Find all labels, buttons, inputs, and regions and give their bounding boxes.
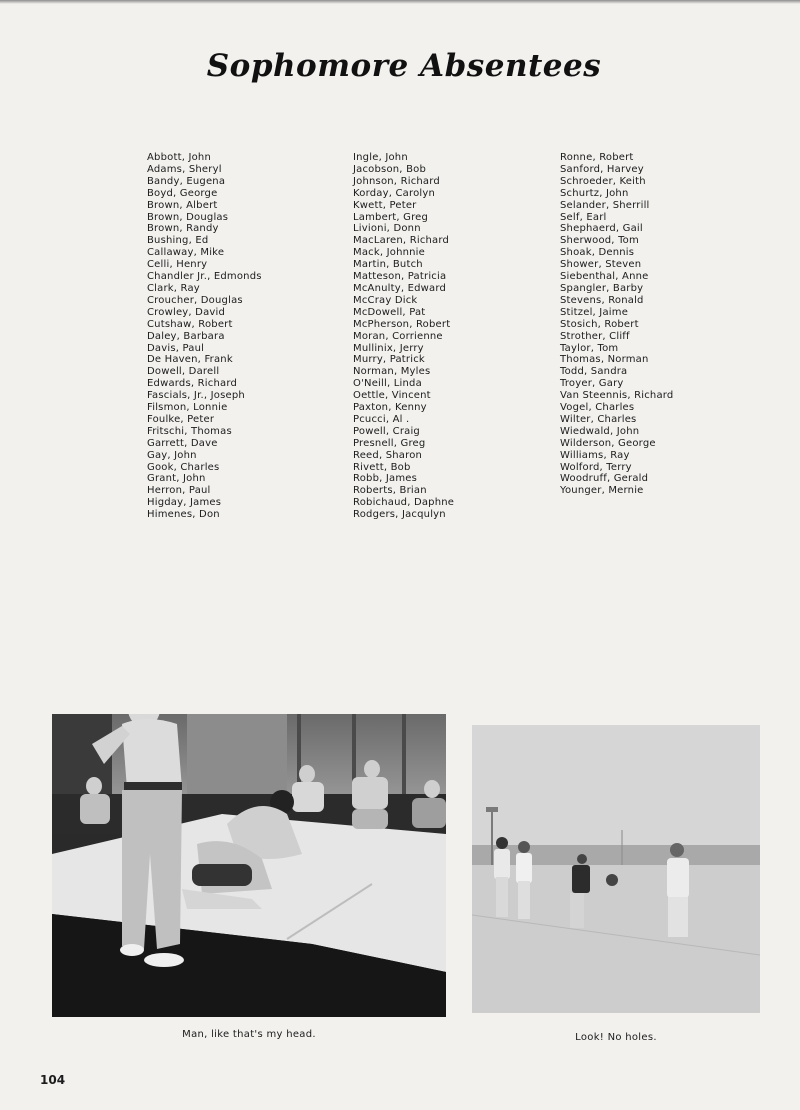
absentee-name: Jacobson, Bob (353, 163, 426, 175)
absentee-name: Dowell, Darell (147, 366, 220, 378)
absentee-name: Murry, Patrick (353, 354, 425, 366)
absentee-name: Grant, John (147, 473, 206, 485)
absentee-name: Abbott, John (147, 152, 211, 163)
page-edge (0, 0, 800, 4)
absentee-name: Higday, James (147, 497, 222, 509)
absentee-name: Brown, Douglas (147, 211, 229, 223)
absentee-name: Woodruff, Gerald (560, 473, 649, 485)
absentee-name: Matteson, Patricia (353, 271, 447, 283)
absentee-name: Vogel, Charles (560, 402, 635, 414)
absentee-name: Wilter, Charles (560, 413, 637, 425)
page-number: 104 (40, 1073, 66, 1087)
absentee-name: Bushing, Ed (147, 235, 209, 247)
absentee-name: Troyer, Gary (560, 378, 624, 390)
page-title: Sophomore Absentees (206, 48, 602, 84)
absentee-name: Adams, Sheryl (147, 163, 222, 175)
absentee-name: Ingle, John (353, 152, 408, 163)
absentee-name: Bandy, Eugena (147, 175, 226, 187)
absentee-name: Fascials, Jr., Joseph (147, 390, 245, 402)
absentee-name: Wilderson, George (560, 437, 656, 449)
absentee-name: Brown, Randy (147, 223, 219, 235)
absentee-name: Callaway, Mike (147, 247, 225, 259)
absentee-name: Stevens, Ronald (560, 294, 644, 306)
absentee-name: Livioni, Donn (353, 223, 421, 235)
absentee-name: Shoak, Dennis (560, 247, 635, 259)
absentee-name: McCray Dick (353, 294, 418, 306)
absentee-name: Crowley, David (147, 306, 226, 318)
absentee-name: Fritschi, Thomas (147, 425, 232, 437)
absentee-name: Reed, Sharon (353, 449, 423, 461)
absentee-name: Pcucci, Al . (353, 413, 410, 425)
absentee-name: Robb, James (353, 473, 418, 485)
absentee-name: Daley, Barbara (147, 330, 225, 342)
absentee-name: Norman, Myles (353, 366, 431, 378)
absentee-name: O'Neill, Linda (353, 378, 422, 390)
absentee-name: De Haven, Frank (147, 354, 233, 366)
absentee-name: Sherwood, Tom (560, 235, 639, 247)
ball-game-photo-caption: Look! No holes. (575, 1032, 657, 1043)
absentee-name: Himenes, Don (147, 509, 220, 521)
names-column-1 (147, 152, 262, 521)
absentee-name: Todd, Sandra (560, 366, 628, 378)
absentee-name: Rivett, Bob (353, 461, 411, 473)
wrestling-photo (52, 714, 446, 1017)
names-column-3 (560, 152, 673, 497)
absentee-name: Thomas, Norman (560, 354, 649, 366)
absentee-name: Cutshaw, Robert (147, 318, 233, 330)
absentee-name: Roberts, Brian (353, 485, 427, 497)
absentee-name: MacLaren, Richard (353, 235, 450, 247)
ball-game-photo (472, 725, 760, 1013)
absentee-name: Chandler Jr., Edmonds (147, 271, 262, 283)
absentee-name: Gay, John (147, 449, 197, 461)
absentee-name: McPherson, Robert (353, 318, 451, 330)
absentee-name: Powell, Craig (353, 425, 420, 437)
absentee-name: Clark, Ray (147, 282, 200, 294)
absentee-name: Schroeder, Keith (560, 175, 646, 187)
absentee-name: Garrett, Dave (147, 437, 218, 449)
absentee-name: Moran, Corrienne (353, 330, 443, 342)
absentee-name: Croucher, Douglas (147, 294, 243, 306)
absentee-name: Paxton, Kenny (353, 402, 427, 414)
absentee-name: Filsmon, Lonnie (147, 402, 228, 414)
absentee-name: Younger, Mernie (560, 485, 644, 497)
absentee-name: Strother, Cliff (560, 330, 630, 342)
absentee-name: Foulke, Peter (147, 413, 215, 425)
absentee-name: Johnson, Richard (353, 175, 440, 187)
absentee-name: Korday, Carolyn (353, 187, 436, 199)
names-column-2 (353, 152, 454, 521)
absentee-name: Lambert, Greg (353, 211, 429, 223)
absentee-name: Wolford, Terry (560, 461, 632, 473)
absentee-name: Taylor, Tom (560, 342, 619, 354)
absentee-name: Edwards, Richard (147, 378, 237, 390)
absentee-name: Shephaerd, Gail (560, 223, 643, 235)
absentee-name: Oettle, Vincent (353, 390, 431, 402)
absentee-name: Schurtz, John (560, 187, 629, 199)
absentee-name: Brown, Albert (147, 199, 218, 211)
absentee-name: Mullinix, Jerry (353, 342, 424, 354)
absentee-name: McDowell, Pat (353, 306, 426, 318)
absentee-name: Self, Earl (560, 211, 607, 223)
absentee-name: Kwett, Peter (353, 199, 417, 211)
absentee-name: Davis, Paul (147, 342, 205, 354)
absentee-name: Ronne, Robert (560, 152, 634, 163)
ball-game-photo-image (472, 725, 760, 1013)
absentee-name: Spangler, Barby (560, 282, 644, 294)
absentee-name: Herron, Paul (147, 485, 211, 497)
absentee-name: Wiedwald, John (560, 425, 640, 437)
absentee-name: Williams, Ray (560, 449, 630, 461)
absentee-name: Shower, Steven (560, 259, 642, 271)
absentee-name: Stitzel, Jaime (560, 306, 629, 318)
absentee-name: Rodgers, Jacqulyn (353, 509, 446, 521)
absentee-name: Presnell, Greg (353, 437, 426, 449)
absentee-name: Martin, Butch (353, 259, 423, 271)
absentee-name: Van Steennis, Richard (560, 390, 674, 402)
absentee-name: Mack, Johnnie (353, 247, 426, 259)
absentee-name: Selander, Sherrill (560, 199, 650, 211)
absentee-name: Celli, Henry (147, 259, 208, 271)
absentee-name: Sanford, Harvey (560, 163, 644, 175)
absentee-name: McAnulty, Edward (353, 282, 447, 294)
wrestling-photo-caption: Man, like that's my head. (182, 1029, 316, 1040)
absentee-name: Robichaud, Daphne (353, 497, 455, 509)
absentee-name: Boyd, George (147, 187, 218, 199)
absentee-name: Siebenthal, Anne (560, 271, 649, 283)
absentee-name: Stosich, Robert (560, 318, 639, 330)
wrestling-photo-image (52, 714, 446, 1017)
absentee-name: Gook, Charles (147, 461, 220, 473)
